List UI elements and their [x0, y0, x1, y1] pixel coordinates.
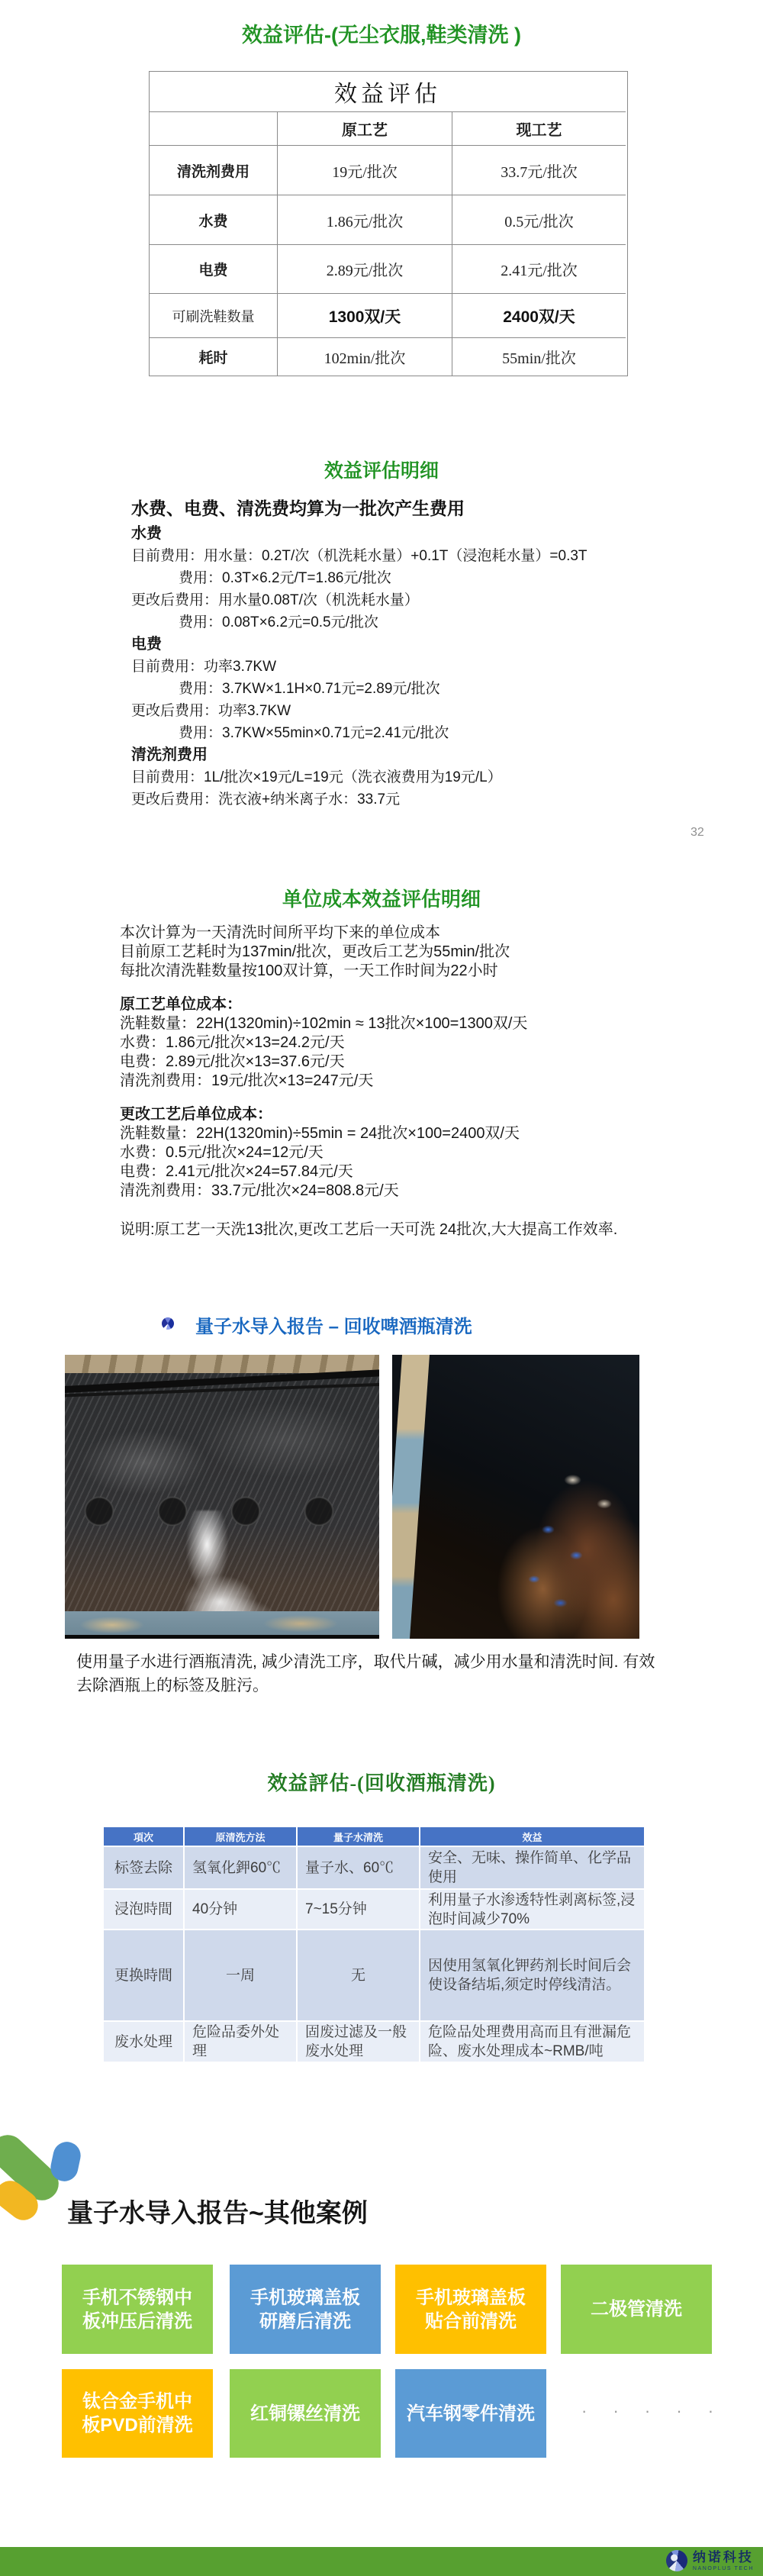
bottle-benefit-table: [104, 1827, 645, 2062]
new-process-cost-title: 更改工艺后单位成本：: [120, 1106, 272, 1123]
photo-art: [464, 1440, 639, 1639]
cell-new: 2.41元/批次: [452, 245, 626, 294]
table2-quantum-method: 量子水、60℃: [298, 1847, 419, 1888]
case-tile: 钛合金手机中板PVD前清洗: [62, 2369, 213, 2458]
company-name-en: NANOPLUS TECH: [692, 2565, 754, 2571]
detail-line: 目前费用：1L/批次×19元/L=19元（洗衣液费用为19元/L）: [131, 769, 502, 785]
table2-header: 量子水清洗: [298, 1827, 419, 1846]
more-cases-ellipsis: · · · · ·: [581, 2401, 723, 2420]
nanoplus-swirl-icon: [666, 2550, 687, 2571]
benefit-table: [149, 71, 628, 376]
cost-line: 水费：1.86元/批次×13=24.2元/天: [120, 1034, 345, 1051]
cell-old: 1300双/天: [278, 294, 452, 338]
section3-title: 单位成本效益评估明细: [282, 888, 481, 911]
section1-title: 效益评估-(无尘衣服,鞋类清洗 ): [242, 24, 521, 47]
table2-benefit: 危险品处理费用高而且有泄漏危险、废水处理成本~RMB/吨: [420, 2022, 644, 2062]
footer-band: [0, 2547, 763, 2576]
cost-line: 水费：0.5元/批次×24=12元/天: [120, 1144, 324, 1161]
table2-item: 废水处理: [104, 2022, 183, 2062]
power-cost-subtitle: 电费: [131, 636, 162, 653]
cost-line: 洗鞋数量：22H(1320min)÷102min ≈ 13批次×100=1300双/天: [120, 1015, 528, 1032]
intro-line: 每批次清洗鞋数量按100双计算，一天工作时间为22小时: [120, 962, 498, 979]
cost-line: 洗鞋数量：22H(1320min)÷55min = 24批次×100=2400双/天: [120, 1125, 520, 1142]
detail-line: 更改后费用：洗衣液+纳米离子水：33.7元: [131, 791, 401, 808]
row-label: 耗时: [150, 338, 278, 376]
benefit-table-caption: 效益评估: [150, 72, 626, 112]
cost-line: 电费：2.89元/批次×13=37.6元/天: [120, 1053, 345, 1070]
cell-old: 102min/批次: [278, 338, 452, 376]
detail-line: 费用：3.7KW×1.1H×0.71元=2.89元/批次: [179, 681, 440, 697]
section4-title: 量子水导入报告 – 回收啤酒瓶清洗: [195, 1317, 472, 1337]
table2-benefit: 利用量子水渗透特性剥离标签,浸泡时间减少70%: [420, 1890, 644, 1929]
col-header-new-process: 现工艺: [452, 112, 626, 146]
intro-line: 目前原工艺耗时为137min/批次，更改后工艺为55min/批次: [120, 943, 510, 960]
table2-benefit: 因使用氢氧化钾药剂长时间后会使设备结垢,须定时停线清洁。: [420, 1930, 644, 2020]
section2-title: 效益评估明细: [324, 460, 439, 482]
cell-old: 1.86元/批次: [278, 195, 452, 245]
detail-line: 更改后费用：用水量0.08T/次（机洗耗水量）: [131, 592, 419, 608]
company-name-cn: 纳诺科技: [692, 2549, 754, 2565]
table2-old-method: 一周: [185, 1930, 296, 2020]
detail-line: 费用：0.08T×6.2元=0.5元/批次: [179, 614, 378, 630]
old-process-cost-title: 原工艺单位成本：: [120, 996, 242, 1013]
case-tile: 手机不锈钢中板冲压后清洗: [62, 2265, 213, 2354]
table2-header: 項次: [104, 1827, 183, 1846]
cost-line: 清洗剂费用：19元/批次×13=247元/天: [120, 1072, 374, 1089]
benefit-table-corner-cell: [150, 112, 278, 146]
detail-line: 费用：3.7KW×55min×0.71元=2.41元/批次: [179, 725, 449, 741]
case-tile: 汽车钢零件清洗: [395, 2369, 546, 2458]
cell-old: 2.89元/批次: [278, 245, 452, 294]
cell-new: 0.5元/批次: [452, 195, 626, 245]
summary-note: 说明:原工艺一天洗13批次,更改工艺后一天可洗 24批次,大大提高工作效率.: [120, 1221, 618, 1238]
case-tile: 红铜镙丝清洗: [230, 2369, 381, 2458]
table2-old-method: 危险品委外处理: [185, 2022, 296, 2062]
company-name-block: [693, 2551, 754, 2571]
case-tile: 二极管清洗: [561, 2265, 712, 2354]
row-label: 可刷洗鞋数量: [150, 294, 278, 338]
section6-title: 量子水导入报告~其他案例: [67, 2199, 368, 2228]
row-label: 水费: [150, 195, 278, 245]
cell-new: 33.7元/批次: [452, 146, 626, 195]
swirl-bullet-icon: [162, 1317, 174, 1330]
detergent-cost-subtitle: 清洗剂费用: [131, 746, 208, 763]
section2-heading: 水费、电费、清洗费均算为一批次产生费用: [131, 498, 465, 518]
cost-line: 清洗剂费用：33.7元/批次×24=808.8元/天: [120, 1182, 399, 1199]
photo-art: [65, 1355, 379, 1373]
table2-quantum-method: 固废过滤及一般废水处理: [298, 2022, 419, 2062]
cell-old: 19元/批次: [278, 146, 452, 195]
cost-line: 电费：2.41元/批次×24=57.84元/天: [120, 1163, 353, 1180]
section2-body: [131, 523, 588, 811]
company-logo: [666, 2550, 754, 2571]
case-tile: 手机玻璃盖板贴合前清洗: [395, 2265, 546, 2354]
row-label: 电费: [150, 245, 278, 294]
section5-title: 效益評估-(回收酒瓶清洗): [267, 1772, 496, 1794]
section3-body: [120, 924, 617, 1240]
intro-line: 本次计算为一天清洗时间所平均下来的单位成本: [120, 924, 440, 941]
table2-header: 效益: [420, 1827, 644, 1846]
table2-quantum-method: 7~15分钟: [298, 1890, 419, 1929]
detail-line: 目前费用：用水量：0.2T/次（机洗耗水量）+0.1T（浸泡耗水量）=0.3T: [131, 548, 588, 564]
photo-caption: 使用量子水进行酒瓶清洗, 减少清洗工序，取代片碱，减少用水量和清洗时间. 有效去除酒瓶上的标签及脏污。: [76, 1653, 655, 1694]
case-tile: 手机玻璃盖板研磨后清洗: [230, 2265, 381, 2354]
photo-art: [149, 1510, 278, 1625]
photo-art: [392, 1355, 430, 1639]
table2-benefit: 安全、无味、操作简单、化学品使用: [420, 1847, 644, 1888]
recycled-bottles-photo: [392, 1355, 639, 1639]
bottle-washing-line-photo: [65, 1355, 379, 1639]
table2-item: 更换時間: [104, 1930, 183, 2020]
table2-old-method: 氢氧化鉀60℃: [185, 1847, 296, 1888]
table2-quantum-method: 无: [298, 1930, 419, 2020]
cell-new: 2400双/天: [452, 294, 626, 338]
row-label: 清洗剂费用: [150, 146, 278, 195]
cell-new: 55min/批次: [502, 350, 576, 367]
table2-item: 浸泡時間: [104, 1890, 183, 1929]
col-header-old-process: 原工艺: [278, 112, 452, 146]
photo-art: [65, 1635, 379, 1639]
detail-line: 目前费用：功率3.7KW: [131, 659, 277, 675]
table2-item: 标签去除: [104, 1847, 183, 1888]
detail-line: 更改后费用：功率3.7KW: [131, 703, 291, 719]
table2-old-method: 40分钟: [185, 1890, 296, 1929]
page-number: 32: [691, 826, 704, 839]
water-cost-subtitle: 水费: [131, 525, 162, 542]
detail-line: 费用：0.3T×6.2元/T=1.86元/批次: [179, 570, 391, 586]
table2-header: 原清洗方法: [185, 1827, 296, 1846]
